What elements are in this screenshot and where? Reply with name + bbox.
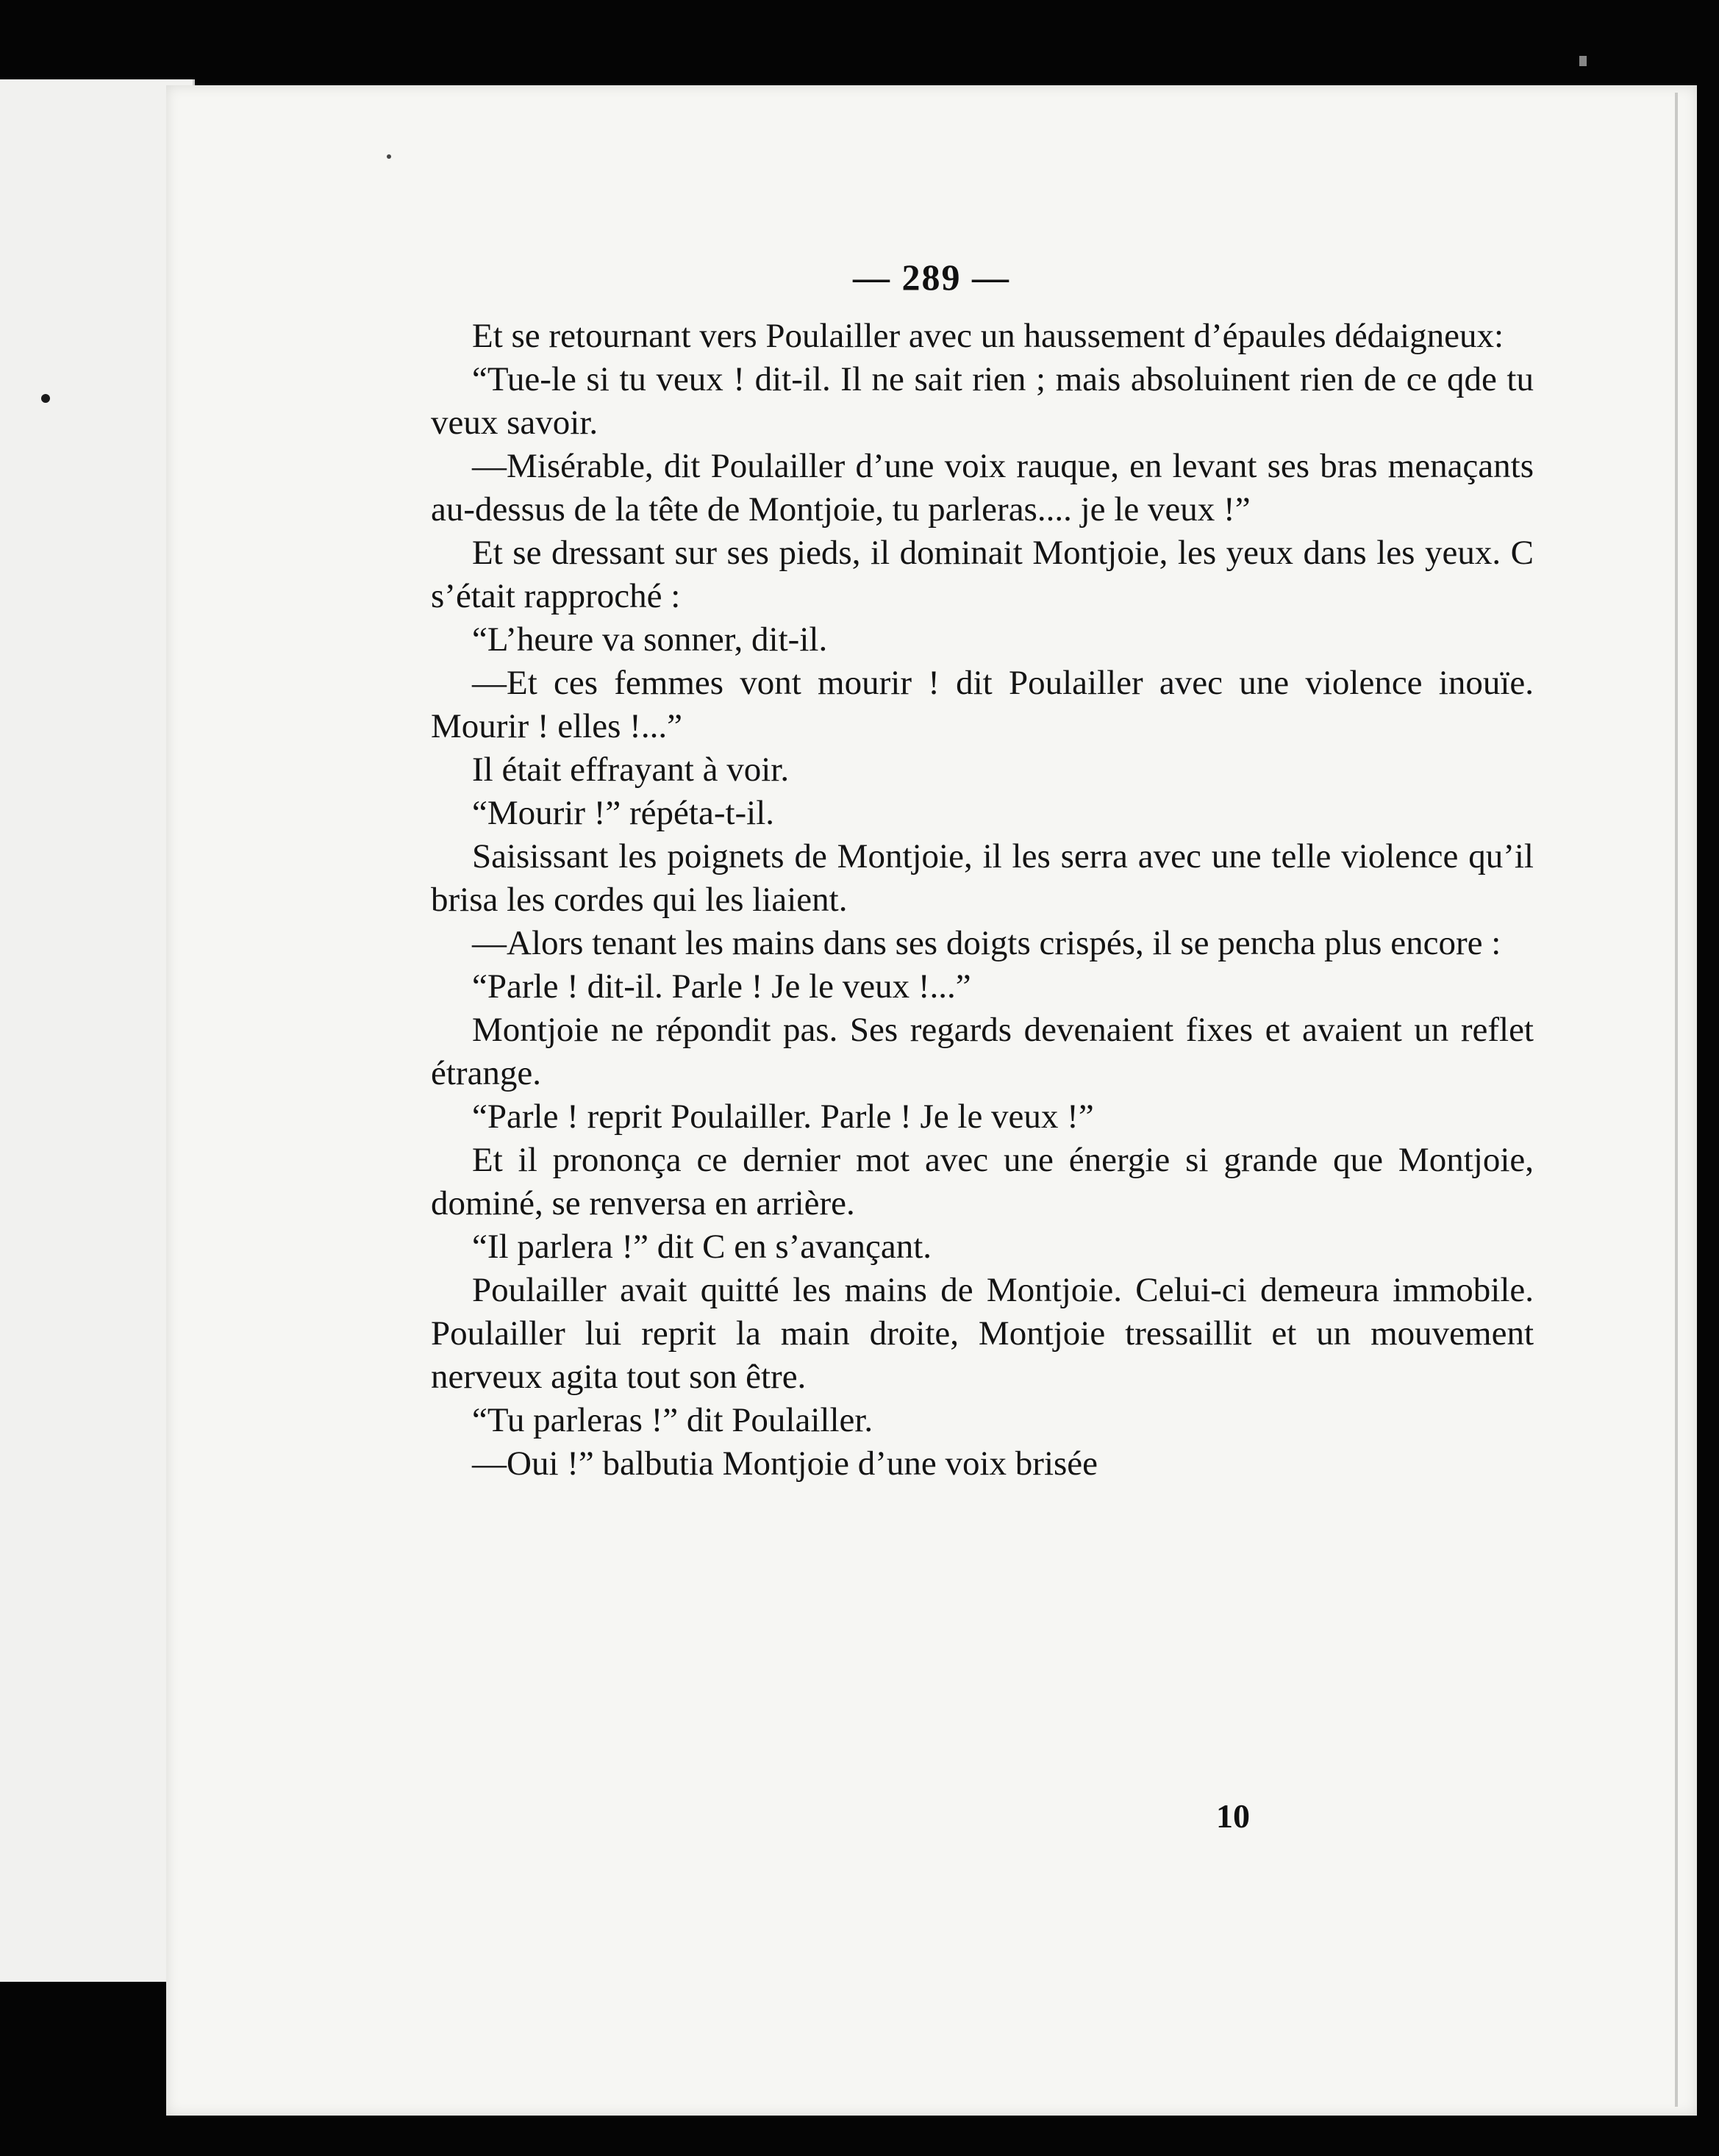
paragraph: “Parle ! dit-il. Parle ! Je le veux !...” bbox=[472, 967, 971, 1006]
paragraph: Saisissant les poignets de Montjoie, il les serra avec une telle violence qu’il brisa les cordes qui les liaient. bbox=[431, 837, 1534, 919]
page-number: — 289 — bbox=[853, 257, 1010, 298]
book-page bbox=[166, 85, 1697, 2116]
ink-speck bbox=[387, 154, 391, 159]
paragraph: Poulailler avait quitté les mains de Montjoie. Celui-ci demeura immobile. Poulailler lui reprit la main droite, Montjoie tressaillit et un mouvement nerveux agita tout son être. bbox=[431, 1271, 1534, 1396]
page-text bbox=[431, 315, 1534, 1486]
paragraph: Il était effrayant à voir. bbox=[472, 751, 790, 789]
page-edge-line bbox=[1675, 93, 1678, 2107]
signature-mark: 10 bbox=[1216, 1797, 1250, 1835]
paragraph: Et il prononça ce dernier mot avec une énergie si grande que Montjoie, dominé, se renversa en arrière. bbox=[431, 1141, 1534, 1222]
paragraph: “Parle ! reprit Poulailler. Parle ! Je le veux !” bbox=[472, 1097, 1094, 1136]
paragraph: —Alors tenant les mains dans ses doigts crispés, il se pencha plus encore : bbox=[472, 924, 1501, 962]
paragraph: —Misérable, dit Poulailler d’une voix rauque, en levant ses bras menaçants au-dessus de la tête de Montjoie, tu parleras.... je le veux !” bbox=[431, 447, 1534, 529]
ink-speck bbox=[41, 394, 50, 403]
paragraph: “Tue-le si tu veux ! dit-il. Il ne sait rien ; mais absoluinent rien de ce qde tu veux savoir. bbox=[431, 360, 1534, 442]
paragraph: Et se retournant vers Poulailler avec un haussement d’épaules dédaigneux: bbox=[472, 317, 1504, 355]
paragraph: “L’heure va sonner, dit-il. bbox=[472, 620, 828, 659]
paragraph: Montjoie ne répondit pas. Ses regards devenaient fixes et avaient un reflet étrange. bbox=[431, 1011, 1534, 1092]
scan-artifact bbox=[1579, 56, 1587, 66]
paragraph: —Oui !” balbutia Montjoie d’une voix brisée bbox=[472, 1444, 1098, 1483]
paragraph: —Et ces femmes vont mourir ! dit Poulailler avec une violence inouïe. Mourir ! elles !...” bbox=[431, 664, 1534, 745]
paragraph: “Mourir !” répéta-t-il. bbox=[472, 794, 775, 832]
paragraph: Et se dressant sur ses pieds, il dominait Montjoie, les yeux dans les yeux. C s’était rapproché : bbox=[431, 534, 1534, 615]
paragraph: “Tu parleras !” dit Poulailler. bbox=[472, 1401, 873, 1439]
paragraph: “Il parlera !” dit C en s’avançant. bbox=[472, 1228, 932, 1266]
